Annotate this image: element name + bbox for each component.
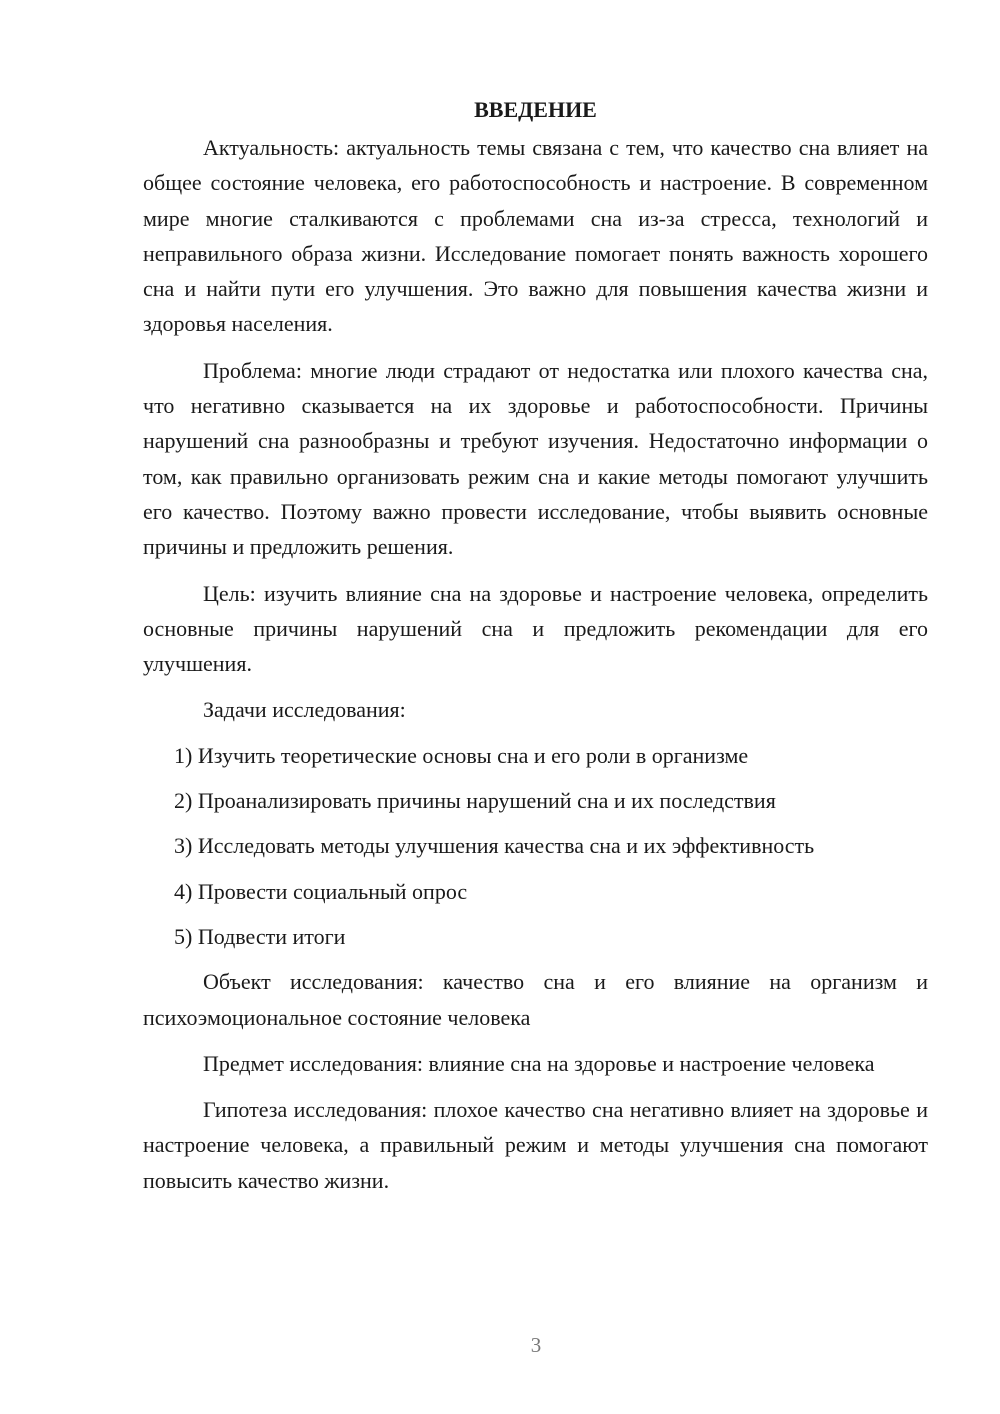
object-paragraph: Объект исследования: качество сна и его влияние на организм и психоэмоциональное состояние человека (143, 969, 928, 1030)
problem-paragraph: Проблема: многие люди страдают от недостатка или плохого качества сна, что негативно сказывается на их здоровье и работоспособности. Причины нарушений сна разнообразны и требуют изучения. Недостаточно информации о том, как правильно организовать режим сна и какие методы помогают улучшить его качество. Поэтому важно провести исследование, чтобы выявить основные причины и предложить решения. (143, 357, 928, 560)
task-item: 2) Проанализировать причины нарушений сна и их последствия (174, 788, 776, 814)
tasks-intro: Задачи исследования: (203, 697, 406, 723)
page-number: 3 (530, 1333, 542, 1357)
task-item: 5) Подвести итоги (174, 923, 346, 949)
subject-paragraph: Предмет исследования: влияние сна на здоровье и настроение человека (203, 1050, 875, 1076)
hypothesis-paragraph: Гипотеза исследования: плохое качество сна негативно влияет на здоровье и настроение человека, а правильный режим и методы улучшения сна помогают повысить качество жизни. (143, 1097, 928, 1193)
tasks-list (143, 738, 928, 954)
goal-paragraph: Цель: изучить влияние сна на здоровье и настроение человека, определить основные причины нарушений сна и предложить рекомендации для его улучшения. (143, 580, 928, 677)
document-page (143, 92, 928, 1209)
relevance-paragraph: Актуальность: актуальность темы связана с тем, что качество сна влияет на общее состояние человека, его работоспособность и настроение. В современном мире многие сталкиваются с проблемами сна из-за стресса, технологий и неправильного образа жизни. Исследование помогает понять важность хорошего сна и найти пути его улучшения. Это важно для повышения качества жизни и здоровья населения. (143, 135, 928, 337)
task-item: 3) Исследовать методы улучшения качества сна и их эффективность (174, 833, 815, 859)
task-item: 1) Изучить теоретические основы сна и его роли в организме (174, 742, 749, 768)
section-heading: ВВЕДЕНИЕ (474, 97, 597, 122)
task-item: 4) Провести социальный опрос (174, 878, 468, 904)
